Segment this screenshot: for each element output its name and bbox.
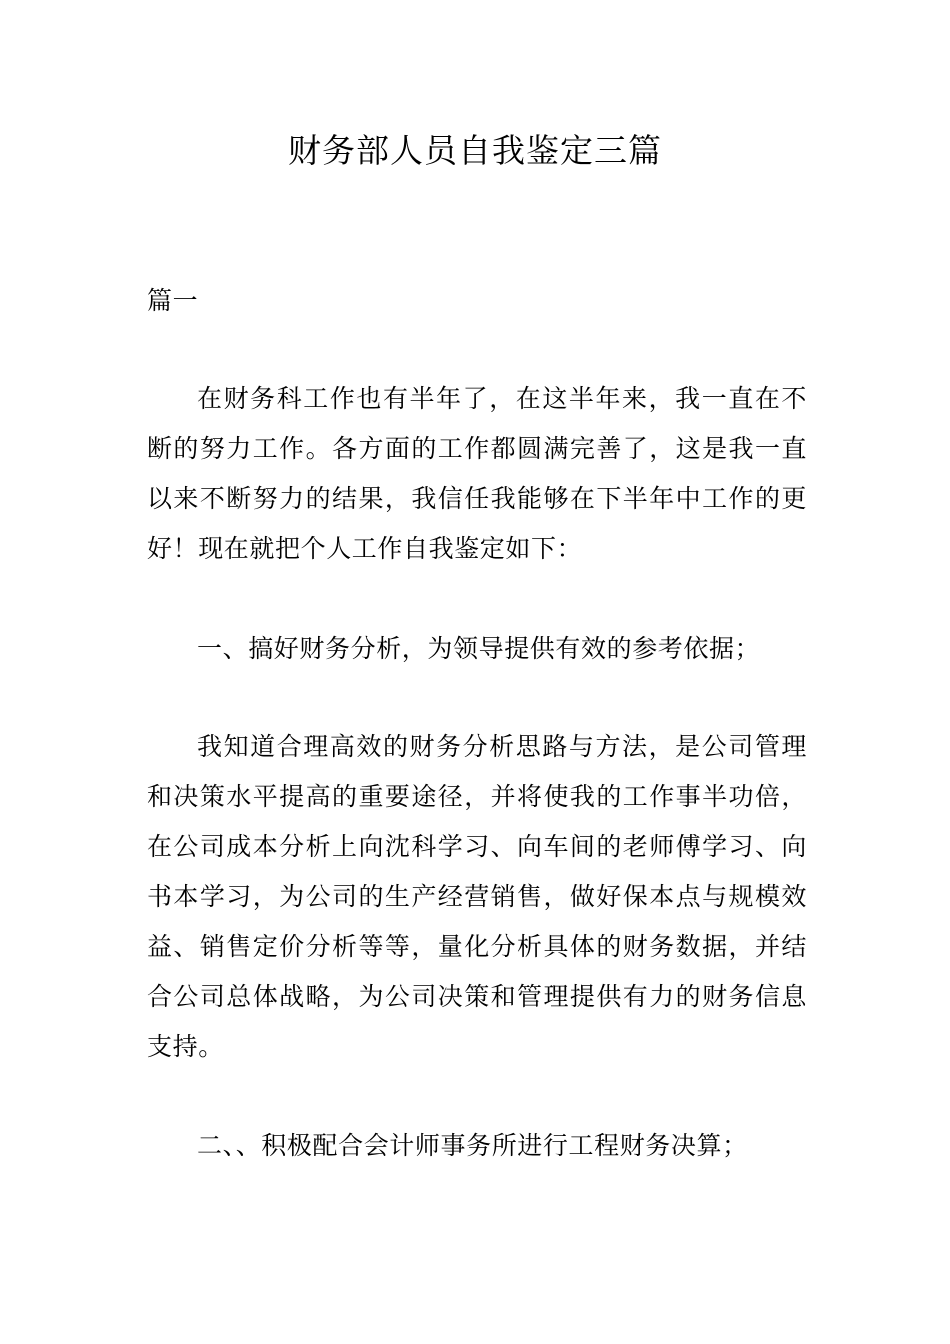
document-title: 财务部人员自我鉴定三篇 <box>288 131 662 170</box>
section-label: 篇一 <box>147 286 199 315</box>
body-paragraph-one: 我知道合理高效的财务分析思路与方法，是公司管理和决策水平提高的重要途径，并将使我的工作事半功倍，在公司成本分析上向沈科学习、向车间的老师傅学习、向书本学习，为公司的生产经营销售，做好保本点与规模效益、销售定价分析等等，量化分析具体的财务数据，并结合公司总体战略，为公司决策和管理提供有力的财务信息支持。 <box>147 732 807 1061</box>
intro-paragraph: 在财务科工作也有半年了，在这半年来，我一直在不断的努力工作。各方面的工作都圆满完善了，这是我一直以来不断努力的结果，我信任我能够在下半年中工作的更好！现在就把个人工作自我鉴定如下： <box>147 384 807 563</box>
section-heading-two: 二、、积极配合会计师事务所进行工程财务决算； <box>197 1131 748 1160</box>
section-heading-one: 一、搞好财务分析，为领导提供有效的参考依据； <box>197 634 761 663</box>
